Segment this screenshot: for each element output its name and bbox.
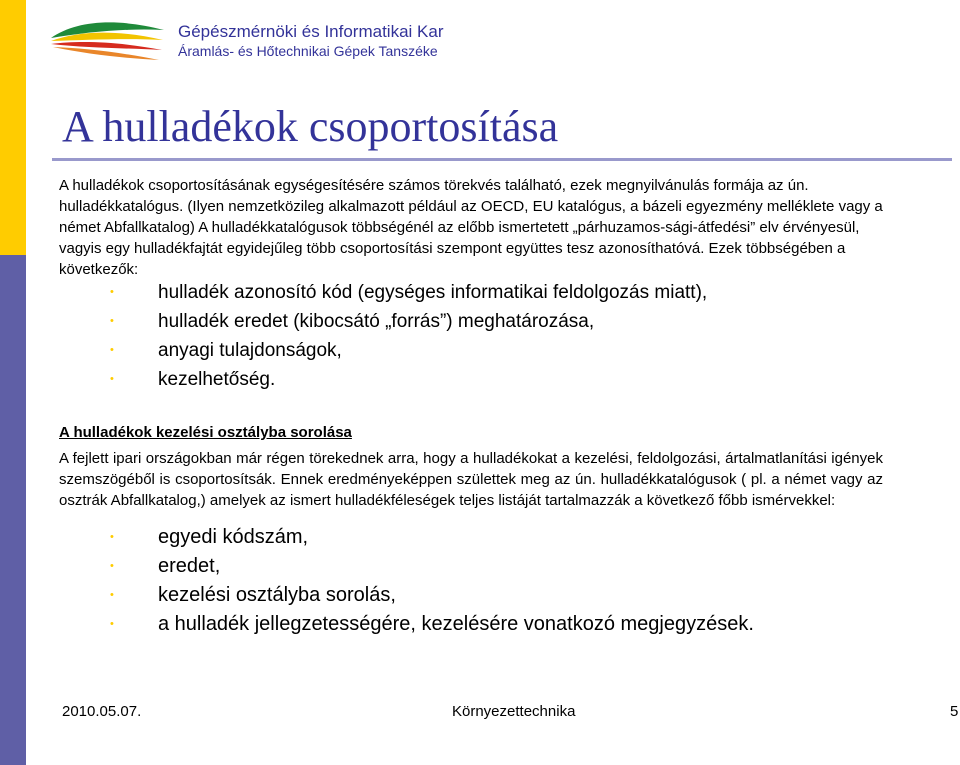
- department-name: Áramlás- és Hőtechnikai Gépek Tanszéke: [178, 43, 438, 59]
- list-item: • hulladék azonosító kód (egységes informatikai feldolgozás miatt),: [110, 278, 707, 307]
- faculty-name: Gépészmérnöki és Informatikai Kar: [178, 22, 444, 41]
- list-item: • anyagi tulajdonságok,: [110, 336, 707, 365]
- decor-bar-yellow: [0, 0, 26, 255]
- footer-date: 2010.05.07.: [62, 703, 142, 720]
- bullet-icon: •: [110, 315, 114, 327]
- bullet-icon: •: [110, 286, 114, 298]
- list-item: • kezelési osztályba sorolás,: [110, 581, 754, 610]
- section-paragraph: A fejlett ipari országokban már régen törekednek arra, hogy a hulladékokat a kezelési, feldolgozási, ártalmatlanítási igények szemszögéből is csoportosítsák. Ennek eredményeképpen születtek meg az ún. hulladékkatalógusok ( pl. a német vagy az osztrák Abfallkatalog,) amelyek az ismert hulladékféleségek teljes listáját tartalmazzák a következő főbb ismérvekkel:: [59, 450, 883, 509]
- list-item: • a hulladék jellegzetességére, kezelésére vonatkozó megjegyzések.: [110, 610, 754, 639]
- bullet-icon: •: [110, 560, 114, 572]
- slide-title: A hulladékok csoportosítása: [62, 102, 559, 151]
- page-number: 5: [950, 703, 959, 720]
- decor-bar-blue: [0, 255, 26, 765]
- catalog-criteria-list: [110, 523, 754, 639]
- footer-subject: Környezettechnika: [452, 703, 576, 720]
- bullet-icon: •: [110, 618, 114, 630]
- list-item: • kezelhetőség.: [110, 365, 707, 394]
- bullet-icon: •: [110, 531, 114, 543]
- leaf-logo-icon: [47, 16, 168, 62]
- criteria-list: [110, 278, 707, 394]
- list-item: • eredet,: [110, 552, 754, 581]
- bullet-icon: •: [110, 373, 114, 385]
- section-heading: A hulladékok kezelési osztályba sorolása: [59, 424, 352, 441]
- list-item: • egyedi kódszám,: [110, 523, 754, 552]
- intro-paragraph: A hulladékok csoportosításának egységesítésére számos törekvés található, ezek megnyilvánulás formája az ún. hulladékkatalógus. (Ilyen nemzetközileg alkalmazott például az OECD, EU katalógus, a bázeli egyezmény melléklete vagy a német Abfallkatalog) A hulladékkatalógusok többségénél az előbb ismertetett „párhuzamos-sági-átfedési” elv érvényesül, vagyis egy hulladékfajtát egyidejűleg több csoportosítási szempont együttes tesz azonosíthatóvá. Ezek többségében a következők:: [59, 177, 883, 278]
- title-divider: [52, 158, 952, 161]
- bullet-icon: •: [110, 344, 114, 356]
- institution-header: [178, 22, 444, 60]
- list-item: • hulladék eredet (kibocsátó „forrás”) meghatározása,: [110, 307, 707, 336]
- bullet-icon: •: [110, 589, 114, 601]
